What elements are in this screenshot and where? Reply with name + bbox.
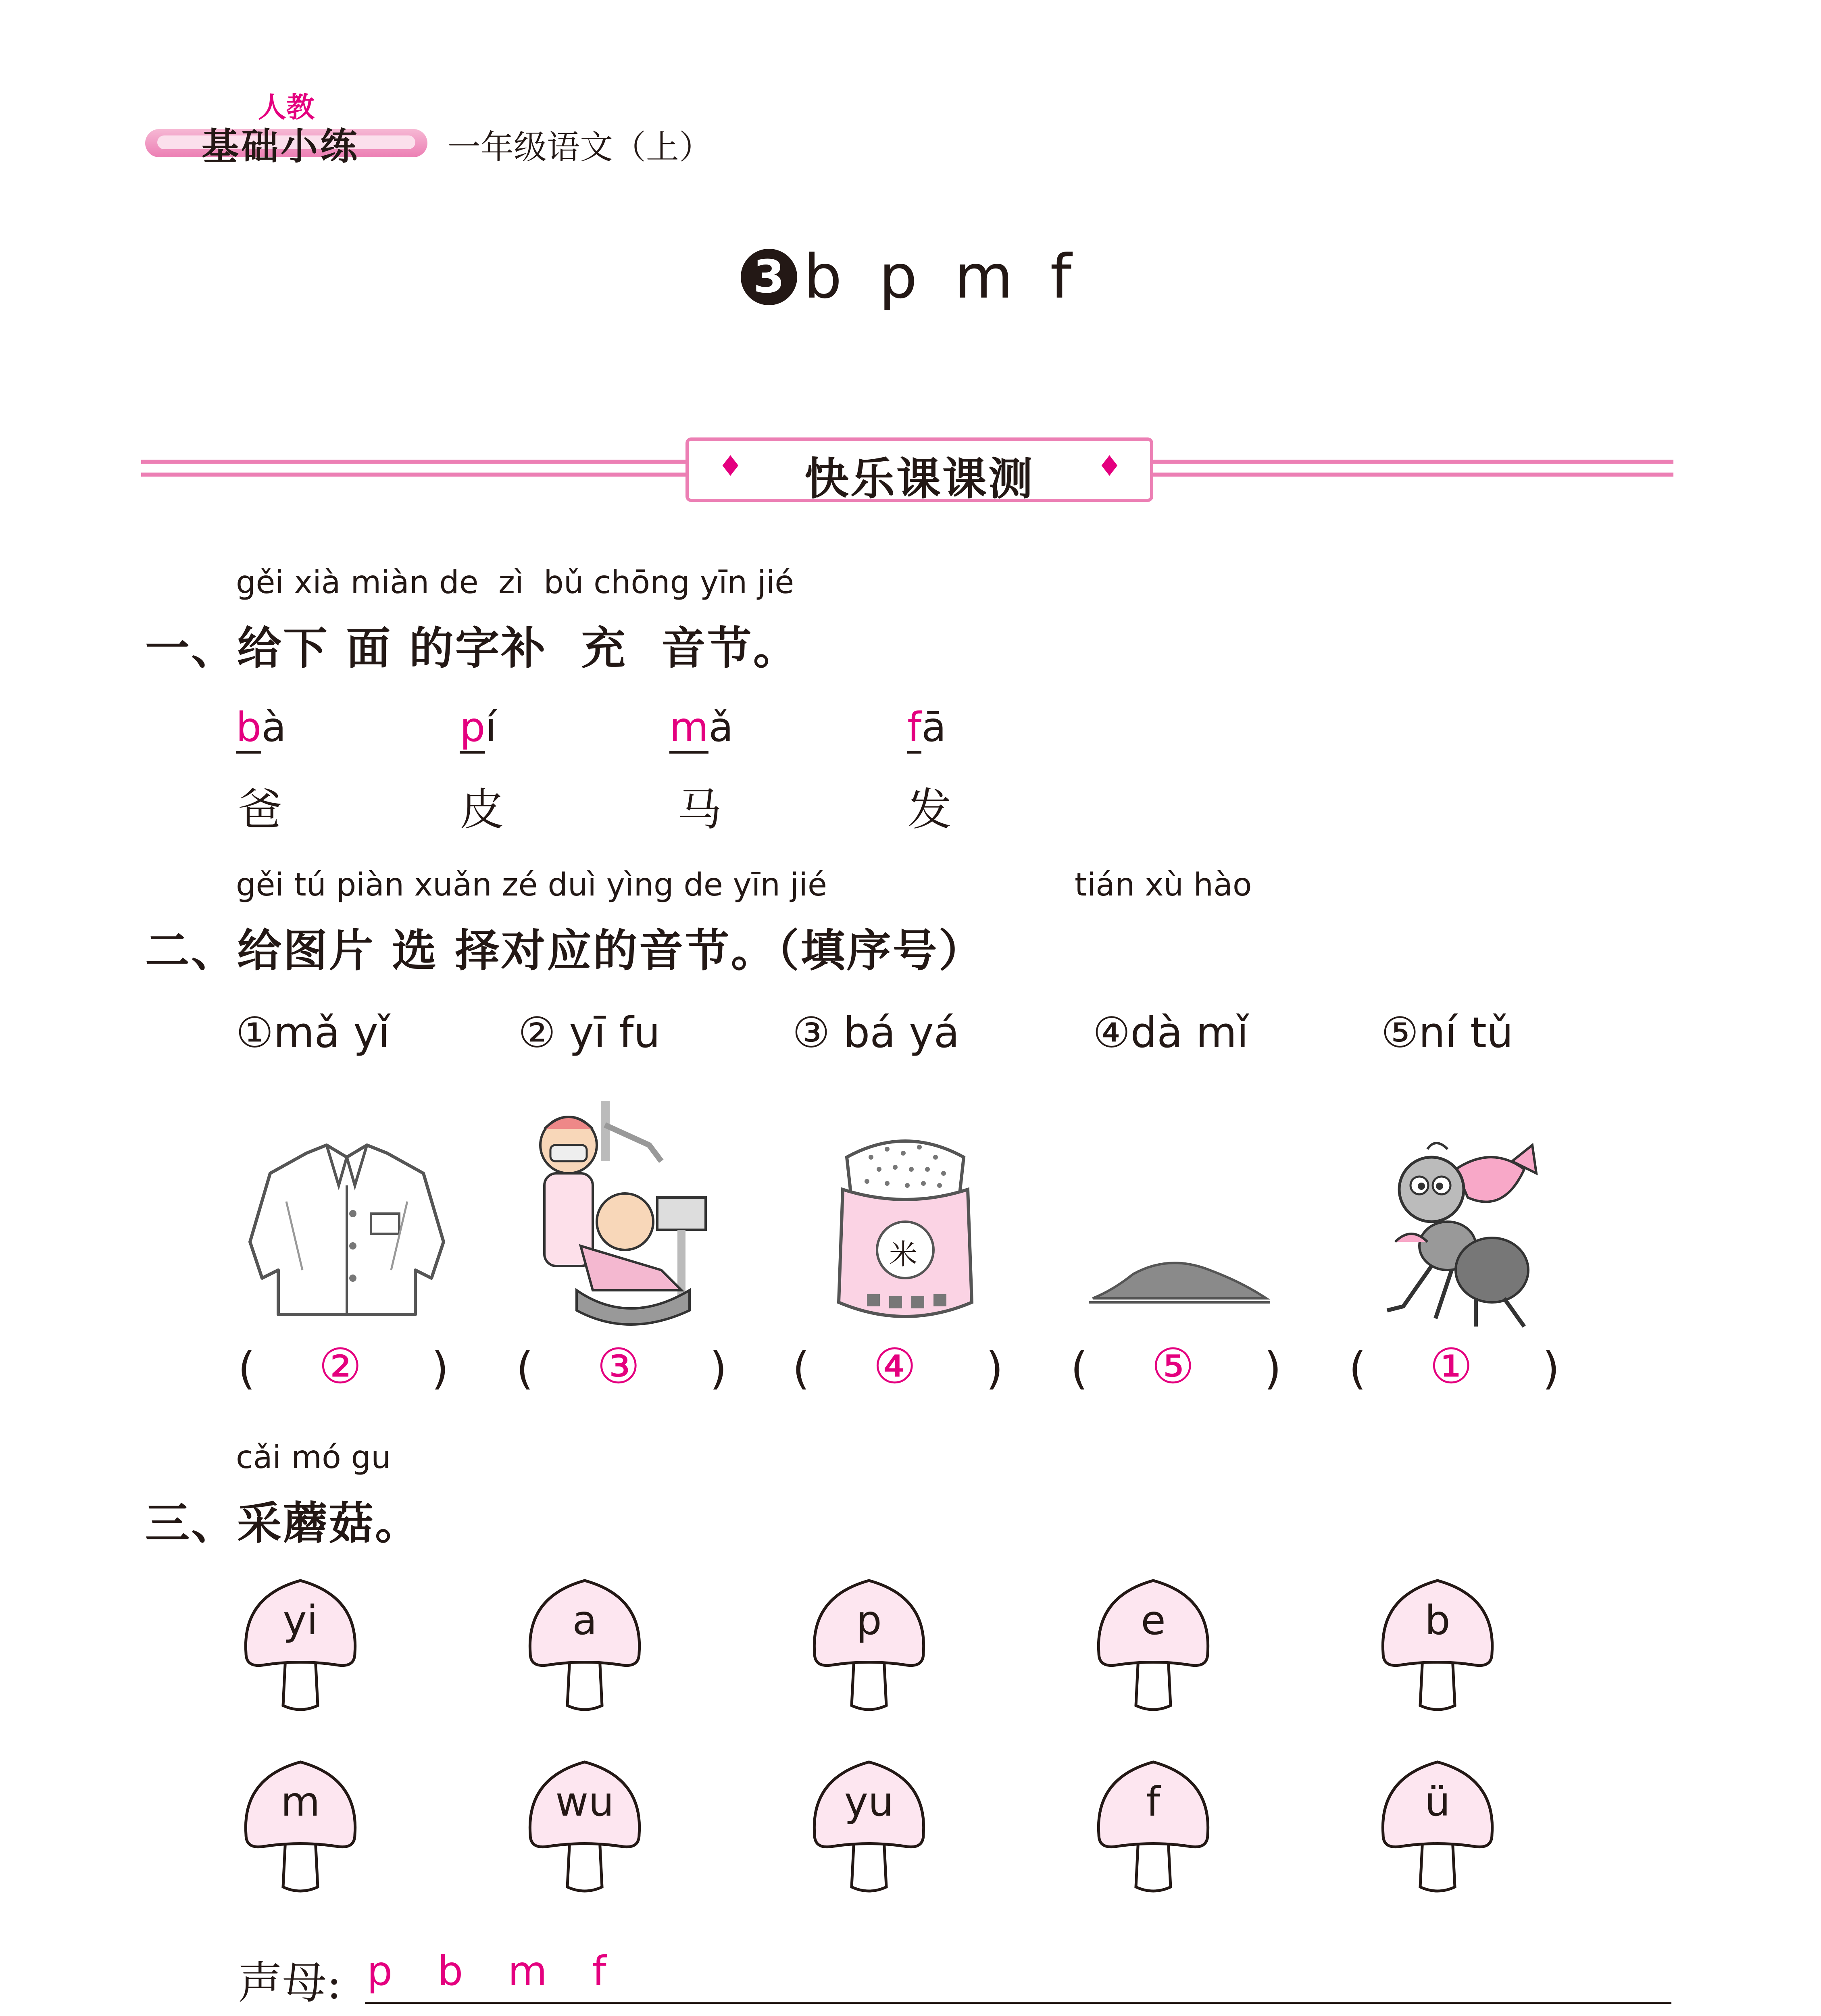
mushroom-label: yi (283, 1597, 318, 1644)
paren-open-4: ( (1071, 1343, 1088, 1394)
paren-close-5: ) (1542, 1343, 1560, 1394)
syllable-final: ā (921, 704, 946, 751)
mushroom-shape (806, 1572, 931, 1726)
mushroom-shape (238, 1754, 363, 1907)
initial-answer: b (236, 704, 261, 754)
mushroom-label: a (572, 1597, 597, 1644)
mushroom (522, 1754, 647, 1907)
banner-line-left-top (141, 460, 690, 464)
mushroom-shape (522, 1754, 647, 1907)
mushroom-shape (806, 1754, 931, 1907)
option-5: ⑤ní tǔ (1381, 1008, 1513, 1057)
shirt-picture (242, 1137, 452, 1331)
char-ba: 爸 (238, 784, 282, 835)
option-4: ④dà mǐ (1093, 1008, 1249, 1057)
mushroom-label: m (281, 1778, 320, 1825)
rice-bag-label: 米 (889, 1238, 917, 1271)
paren-open-1: ( (238, 1343, 255, 1394)
initials-answer-line (365, 2002, 1671, 2004)
mushroom-label: e (1141, 1597, 1166, 1644)
option-1: ①mǎ yǐ (236, 1008, 390, 1057)
mushroom (1091, 1754, 1216, 1907)
mushroom-shape (1375, 1572, 1500, 1726)
mushroom-label: p (856, 1597, 882, 1644)
lesson-title (0, 238, 1821, 312)
answer-1: ② (319, 1339, 362, 1395)
section1-title: 一、给下 面 的字补 充 音节。 (145, 623, 799, 674)
mushroom (1375, 1572, 1500, 1726)
syllable-final: ǎ (708, 704, 733, 751)
char-fa: 发 (907, 784, 952, 835)
initial-answer: m (669, 704, 708, 754)
option-3: ③ bá yá (792, 1008, 960, 1057)
diamond-icon-right: ♦ (1097, 450, 1122, 483)
ant-picture (1371, 1137, 1540, 1331)
syllable-ba (236, 704, 286, 751)
section2-title: 二、给图片 选 择对应的音节。（填序号） (145, 925, 985, 977)
mushroom-shape (1091, 1572, 1216, 1726)
section2-pinyin-right: tián xù hào (1075, 867, 1252, 903)
mushroom-label: f (1146, 1778, 1161, 1825)
mushroom-shape (522, 1572, 647, 1726)
initials-answer: p b m f (367, 1947, 608, 1995)
mushroom (522, 1572, 647, 1726)
mushroom (806, 1754, 931, 1907)
section3-title: 三、采蘑菇。 (145, 1497, 421, 1549)
mushroom (238, 1572, 363, 1726)
mushroom (1091, 1572, 1216, 1726)
answer-2: ③ (597, 1339, 640, 1395)
paren-open-2: ( (516, 1343, 533, 1394)
mushroom-label: wu (555, 1778, 614, 1825)
mushroom-label: b (1425, 1597, 1450, 1644)
section2-pinyin: gěi tú piàn xuǎn zé duì yìng de yīn jié (236, 867, 827, 903)
lesson-letters: b p m f (803, 242, 1081, 312)
banner-line-right-bottom (1149, 473, 1673, 477)
mushroom (1375, 1754, 1500, 1907)
paren-open-3: ( (792, 1343, 810, 1394)
soil-pile-picture (1089, 1250, 1270, 1314)
answer-4: ⑤ (1151, 1339, 1195, 1395)
paren-close-4: ) (1264, 1343, 1281, 1394)
mushroom-label: ü (1425, 1778, 1450, 1825)
rice-sack-picture (831, 1129, 980, 1331)
grade-title: 一年级语文（上） (448, 128, 713, 167)
option-2: ② yī fu (518, 1008, 660, 1057)
initial-answer: f (907, 704, 921, 754)
lesson-number-badge: 3 (741, 249, 797, 305)
answer-5: ① (1429, 1339, 1473, 1395)
paren-close-3: ) (986, 1343, 1003, 1394)
mushroom (806, 1572, 931, 1726)
syllable-ma (669, 704, 733, 751)
section1-pinyin: gěi xià miàn de zì bǔ chōng yīn jié (236, 564, 794, 601)
series-name: 基础小练 (202, 125, 360, 168)
mushroom-shape (238, 1572, 363, 1726)
banner-line-left-bottom (141, 473, 690, 477)
mushroom-shape (1091, 1754, 1216, 1907)
paren-close-2: ) (710, 1343, 727, 1394)
mushroom-shape (1375, 1754, 1500, 1907)
dentist-picture (528, 1101, 738, 1339)
paren-open-5: ( (1349, 1343, 1366, 1394)
initial-answer: p (460, 704, 485, 754)
paren-close-1: ) (431, 1343, 449, 1394)
banner-line-right-top (1149, 460, 1673, 464)
syllable-final: à (261, 704, 286, 751)
answer-3: ④ (873, 1339, 917, 1395)
initials-label: 声母: (238, 1957, 342, 2009)
mushroom-label: yu (844, 1778, 894, 1825)
mushroom (238, 1754, 363, 1907)
diamond-icon-left: ♦ (718, 450, 743, 483)
char-ma: 马 (677, 784, 722, 835)
char-pi: 皮 (460, 784, 504, 835)
section3-pinyin: cǎi mó gu (236, 1439, 391, 1476)
syllable-pi (460, 704, 496, 751)
syllable-fa (907, 704, 946, 751)
syllable-final: í (485, 704, 497, 751)
banner-title: 快乐课课测 (804, 453, 1034, 505)
publisher-label: 人教 (258, 91, 315, 124)
